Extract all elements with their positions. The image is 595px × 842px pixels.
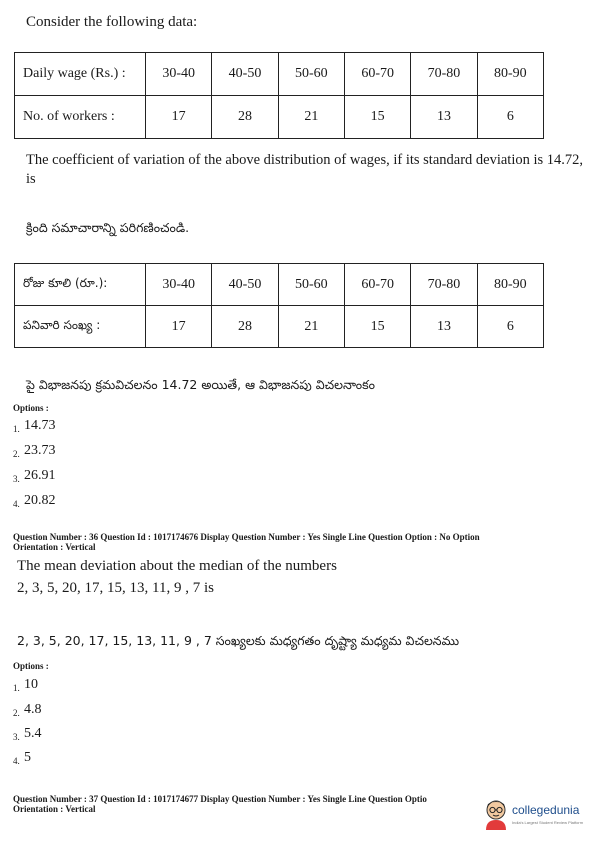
q35-options-heading: Options : [13,403,49,413]
option-text: 14.73 [24,418,56,433]
table-cell: 17 [146,306,212,348]
table-cell: 28 [212,96,278,139]
table-cell: 6 [477,306,543,348]
table-cell: 60-70 [344,53,410,96]
table-row [15,96,544,139]
q37-meta-line-1: Question Number : 37 Question Id : 1017174677 Display Question Number : Yes Single Line Question Optio [13,794,427,804]
option-number: 1. [13,683,20,693]
option-number: 2. [13,449,20,459]
q36-option-4[interactable] [13,750,31,766]
q36-meta-line-1: Question Number : 36 Question Id : 1017174676 Display Question Number : Yes Single Line Question Option : No Option [13,532,480,542]
q37-meta-line-2: Orientation : Vertical [13,804,96,814]
option-text: 23.73 [24,443,56,458]
q35-question: The coefficient of variation of the above distribution of wages, if its standard deviation is 14.72, is [26,152,584,187]
option-number: 2. [13,708,20,718]
table-cell: No. of workers : [15,96,146,139]
table-cell: 13 [411,306,477,348]
q36-meta-line-2: Orientation : Vertical [13,542,96,552]
q36-question-telugu: 2, 3, 5, 20, 17, 15, 13, 11, 9 , 7 సంఖ్యలకు మధ్యగతం దృష్ట్యా మధ్యమ విచలనము [17,633,460,648]
q36-meta [13,532,480,552]
option-text: 26.91 [24,468,56,483]
table-cell: 30-40 [146,53,212,96]
q35-option-3[interactable] [13,468,56,484]
option-number: 3. [13,732,20,742]
table-cell: 28 [212,306,278,348]
q35-option-4[interactable] [13,493,56,509]
table-cell: 13 [411,96,477,139]
student-avatar-icon [482,798,510,830]
table-cell: 6 [477,96,543,139]
option-text: 5 [24,750,31,765]
q36-option-3[interactable] [13,726,42,742]
table-cell: 80-90 [477,264,543,306]
option-text: 4.8 [24,702,42,717]
option-number: 1. [13,424,20,434]
brand-logo: collegedunia [512,803,580,817]
table-cell: 17 [146,96,212,139]
table-cell: 70-80 [411,53,477,96]
table-cell: Daily wage (Rs.) : [15,53,146,96]
option-number: 3. [13,474,20,484]
q36-option-1[interactable] [13,677,38,693]
table-row [15,53,544,96]
table-cell: రోజు కూలి (రూ.): [15,264,146,306]
table-cell: 60-70 [344,264,410,306]
table-cell: 21 [278,96,344,139]
q35-option-1[interactable] [13,418,56,434]
table-cell: 80-90 [477,53,543,96]
q36-option-2[interactable] [13,702,42,718]
q35-intro: Consider the following data: [26,14,198,30]
q37-meta [13,794,483,814]
table-cell: 50-60 [278,53,344,96]
option-text: 10 [24,677,38,692]
table-cell: 40-50 [212,264,278,306]
table-row [15,264,544,306]
q35-option-2[interactable] [13,443,56,459]
q35-data-table-telugu [14,263,544,348]
q36-options-heading: Options : [13,661,49,671]
q36-question-line-2: 2, 3, 5, 20, 17, 15, 13, 11, 9 , 7 is [17,580,214,596]
table-cell: 15 [344,96,410,139]
table-cell: 21 [278,306,344,348]
table-cell: 40-50 [212,53,278,96]
table-cell: 30-40 [146,264,212,306]
table-row [15,306,544,348]
option-text: 20.82 [24,493,56,508]
option-number: 4. [13,756,20,766]
table-cell: పనివారి సంఖ్య : [15,306,146,348]
q35-data-table [14,52,544,139]
table-cell: 15 [344,306,410,348]
table-cell: 50-60 [278,264,344,306]
option-text: 5.4 [24,726,42,741]
option-number: 4. [13,499,20,509]
q36-question-line-1: The mean deviation about the median of the numbers [17,558,337,574]
q35-question-telugu: పై విభాజనపు క్రమవిచలనం 14.72 అయితే, ఆ విభాజనపు విచలనాంకం [26,377,375,392]
table-cell: 70-80 [411,264,477,306]
brand-tagline: India's Largest Student Review Platform [512,820,584,825]
q35-intro-telugu: క్రింది సమాచారాన్ని పరిగణించండి. [26,220,190,235]
